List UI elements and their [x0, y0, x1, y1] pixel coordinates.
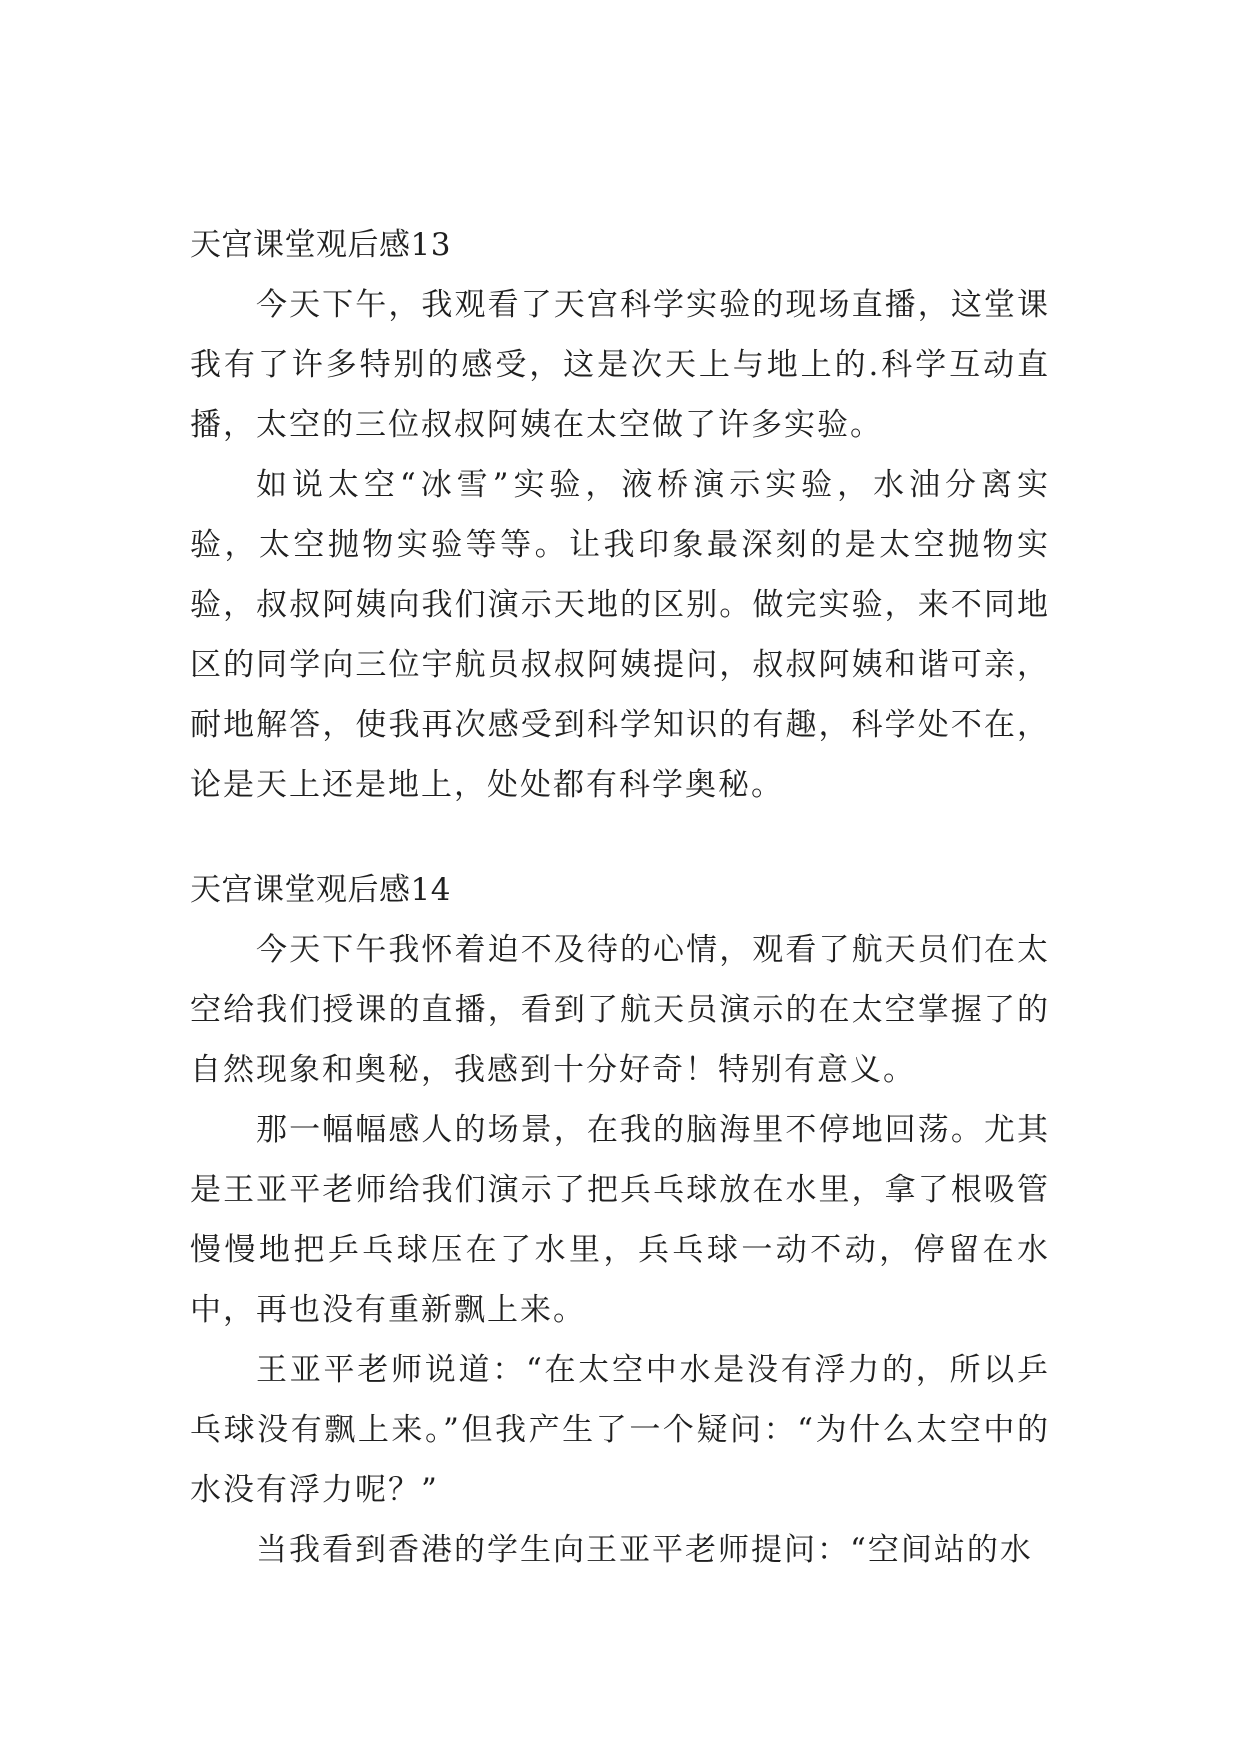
- article-heading: 天宫课堂观后感13: [190, 227, 451, 263]
- article-paragraph: 今天下午，我观看了天宫科学实验的现场直播，这堂课我有了许多特别的感受，这是次天上与地上的.科学互动直播，太空的三位叔叔阿姨在太空做了许多实验。: [190, 287, 1050, 443]
- article-paragraph: 今天下午我怀着迫不及待的心情，观看了航天员们在太空给我们授课的直播，看到了航天员演示的在太空掌握了的自然现象和奥秘，我感到十分好奇！特别有意义。: [190, 932, 1050, 1088]
- article-heading: 天宫课堂观后感14: [190, 872, 451, 908]
- article-paragraph: 那一幅幅感人的场景，在我的脑海里不停地回荡。尤其是王亚平老师给我们演示了把兵乓球放在水里，拿了根吸管慢慢地把乒乓球压在了水里，兵乓球一动不动，停留在水中，再也没有重新飘上来。: [190, 1112, 1050, 1328]
- article-paragraph: 如说太空“冰雪”实验，液桥演示实验，水油分离实验，太空抛物实验等等。让我印象最深刻的是太空抛物实验，叔叔阿姨向我们演示天地的区别。做完实验，来不同地区的同学向三位宇航员叔叔阿姨提问，叔叔阿姨和谐可亲，耐地解答，使我再次感受到科学知识的有趣，科学处不在，论是天上还是地上，处处都有科学奥秘。: [190, 467, 1050, 803]
- article-section-13: [190, 215, 1050, 815]
- article-section-14: [190, 860, 1050, 1580]
- article-paragraph: 王亚平老师说道：“在太空中水是没有浮力的，所以乒乓球没有飘上来。”但我产生了一个疑问：“为什么太空中的水没有浮力呢？”: [190, 1352, 1050, 1508]
- article-paragraph: 当我看到香港的学生向王亚平老师提问：“空间站的水: [256, 1532, 1033, 1568]
